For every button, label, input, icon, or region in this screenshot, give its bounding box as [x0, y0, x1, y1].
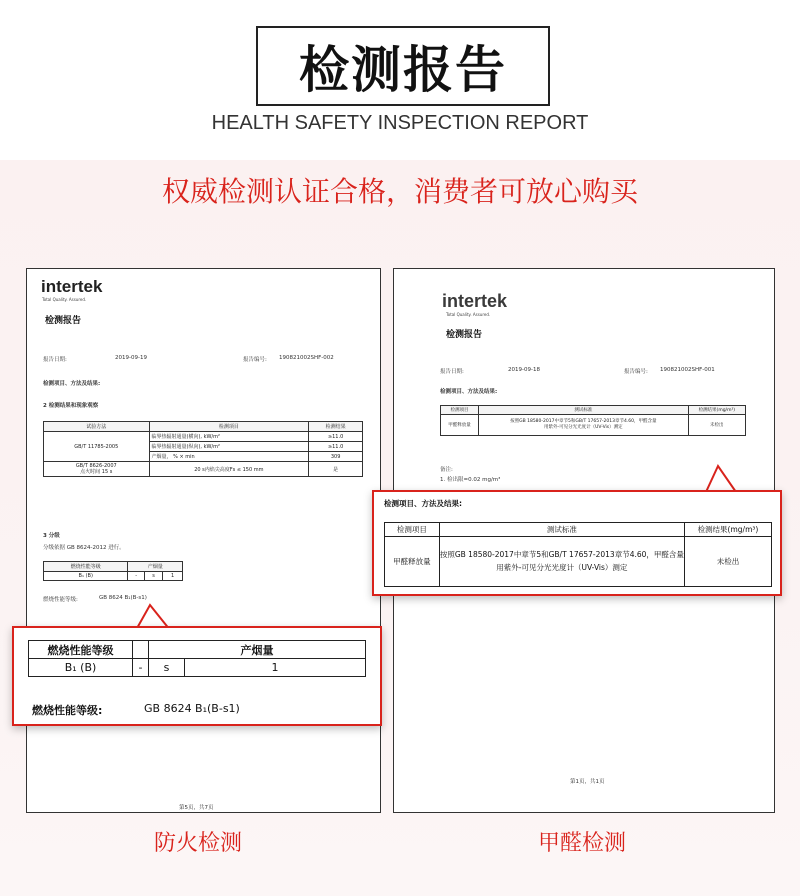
- intertek-logo: intertek: [442, 291, 508, 311]
- report-date-label: 报告日期:: [440, 369, 464, 375]
- table-cell: 是: [309, 462, 363, 477]
- grade-label: 燃烧性能等级:: [32, 704, 103, 717]
- logo-tagline: Total Quality. Assured.: [42, 297, 87, 302]
- table-cell: 1: [163, 572, 183, 581]
- grade-table-zoomed: [28, 640, 366, 677]
- page-title: 检测报告: [299, 41, 507, 99]
- table-header: 检测结果(mg/m³): [684, 523, 771, 537]
- table-cell: 产烟量， % × min: [149, 452, 309, 462]
- table-cell: ≥11.0: [309, 432, 363, 442]
- section-2: 2 检测结果和现象观察: [43, 403, 99, 409]
- table-header: [133, 641, 149, 659]
- table-header: 产烟量: [149, 641, 366, 659]
- caption-formaldehyde-test: 甲醛检测: [538, 831, 627, 856]
- logo-tagline: Total Quality. Assured.: [446, 312, 491, 317]
- callout-heading: 检测项目、方法及结果:: [384, 499, 462, 508]
- table-cell: GB/T 11785-2005: [44, 432, 150, 462]
- table-row: [385, 537, 772, 587]
- section-items: 检测项目、方法及结果:: [43, 381, 101, 387]
- report-no: 190821002SHF-001: [660, 367, 715, 373]
- table-cell: s: [144, 572, 162, 581]
- table-header: 测试标准: [479, 406, 689, 415]
- table-cell: 临界热辐射通量(横向), kW/m²: [149, 432, 309, 442]
- table-header-row: [29, 641, 366, 659]
- grade-label-small: 燃烧性能等级:: [43, 597, 78, 603]
- note-1: 1. 检出限=0.02 mg/m³: [440, 477, 501, 483]
- table-cell: 未检出: [684, 537, 771, 587]
- report-no: 190821002SHF-002: [279, 355, 334, 361]
- page-subtitle: HEALTH SAFETY INSPECTION REPORT: [211, 112, 589, 134]
- table-cell: -: [128, 572, 144, 581]
- table-header: 检测项目: [149, 422, 309, 432]
- section-items: 检测项目、方法及结果:: [440, 389, 498, 395]
- grade-value-small: GB 8624 B₁(B-s1): [99, 595, 147, 601]
- page-number: 第1页，共1页: [570, 779, 605, 785]
- table-cell: 按照GB 18580-2017中章节5和GB/T 17657-2013章节4.60，甲醛含量 用紫外-可见分光光度计（UV-Vis）测定: [479, 415, 689, 436]
- table-header-row: [385, 523, 772, 537]
- standard-line-1: 按照GB 18580-2017中章节5和GB/T 17657-2013章节4.60，甲醛含量: [439, 549, 684, 559]
- page-number: 第5页，共7页: [179, 805, 214, 811]
- table-header: 检测结果(mg/m³): [688, 406, 745, 415]
- table-cell: 临界热辐射通量(纵向), kW/m²: [149, 442, 309, 452]
- fire-grade-callout: [12, 626, 382, 726]
- table-cell: 未检出: [688, 415, 745, 436]
- grade-value: GB 8624 B₁(B-s1): [144, 702, 240, 715]
- right-callout-pointer: [706, 466, 736, 492]
- table-cell: 甲醛释放量: [385, 537, 440, 587]
- table-cell: -: [133, 659, 149, 677]
- table-header: 燃烧性能等级: [44, 562, 128, 572]
- note-label: 备注:: [440, 467, 453, 473]
- table-header: 测试标准: [439, 523, 684, 537]
- table-cell: 20 s内焰尖高度Fs ≤ 150 mm: [149, 462, 309, 477]
- report-no-label: 报告编号:: [624, 369, 648, 375]
- table-cell: GB/T 8626-2007 点火时间 15 s: [44, 462, 150, 477]
- table-cell: ≥11.0: [309, 442, 363, 452]
- doc-title: 检测报告: [446, 330, 483, 340]
- table-cell: [439, 537, 684, 587]
- formaldehyde-callout: [372, 490, 782, 596]
- report-date-label: 报告日期:: [43, 357, 67, 363]
- table-row: [29, 659, 366, 677]
- table-header: 试验方法: [44, 422, 150, 432]
- slogan: 权威检测认证合格，消费者可放心购买: [161, 175, 638, 208]
- table-header: 检测结果: [309, 422, 363, 432]
- caption-fire-test: 防火检测: [154, 831, 243, 856]
- table-cell: s: [149, 659, 185, 677]
- report-date: 2019-09-19: [115, 355, 147, 361]
- table-cell: 甲醛释放量: [441, 415, 479, 436]
- table-header: 产烟量: [128, 562, 183, 572]
- report-no-label: 报告编号:: [243, 357, 267, 363]
- table-cell: B₁ (B): [44, 572, 128, 581]
- section-3: 3 分级: [43, 533, 60, 539]
- table-cell: B₁ (B): [29, 659, 133, 677]
- doc-title: 检测报告: [45, 316, 82, 326]
- standard-line-2: 用紫外-可见分光光度计（UV-Vis）测定: [496, 562, 628, 572]
- report-date: 2019-09-18: [508, 367, 540, 373]
- table-header: 燃烧性能等级: [29, 641, 133, 659]
- table-header: 检测项目: [385, 523, 440, 537]
- intertek-logo: intertek: [41, 277, 103, 296]
- table-cell: 1: [185, 659, 366, 677]
- table-header: 检测项目: [441, 406, 479, 415]
- classify-text: 分级依据 GB 8624-2012 进行。: [43, 545, 125, 551]
- formaldehyde-table-zoomed: [384, 522, 772, 587]
- table-cell: 309: [309, 452, 363, 462]
